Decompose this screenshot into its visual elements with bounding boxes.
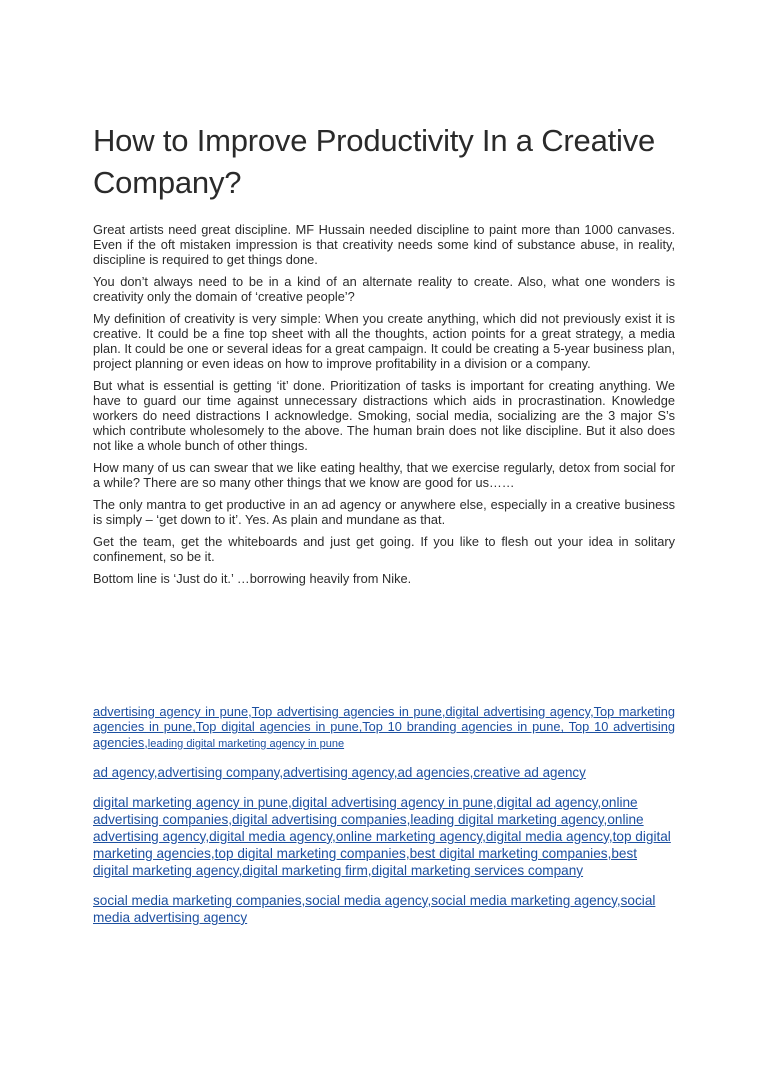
paragraph-6: The only mantra to get productive in an ad agency or anywhere else, especially in a creative business is simply – ‘get down to it’. Yes. As plain and mundane as that. <box>93 497 675 527</box>
link-group-pune-agencies <box>93 704 675 752</box>
link-ad-agency[interactable]: ad agency,advertising company,advertising agency,ad agencies,creative ad agency <box>93 764 586 780</box>
link-group-ad-agency <box>93 764 675 781</box>
keyword-links <box>93 704 675 926</box>
paragraph-5: How many of us can swear that we like eating healthy, that we exercise regularly, detox from social for a while? There are so many other things that we know are good for us…… <box>93 460 675 490</box>
link-leading-digital-marketing[interactable]: leading digital marketing agency in pune <box>147 737 345 750</box>
link-pune-agencies[interactable]: advertising agency in pune,Top advertising agencies in pune,digital advertising agency,Top marketing agencies in pune,Top digital agencies in pune,Top 10 branding agencies in pune, Top 10 advertising agencies, <box>93 704 675 750</box>
paragraph-8: Bottom line is ‘Just do it.’ …borrowing heavily from Nike. <box>93 571 412 586</box>
document-title: How to Improve Productivity In a Creative Company? <box>93 123 656 200</box>
link-group-social-media <box>93 892 675 926</box>
paragraph-2: You don’t always need to be in a kind of an alternate reality to create. Also, what one wonders is creativity only the domain of ‘creative people’? <box>93 274 675 304</box>
article-body <box>93 222 675 593</box>
link-group-digital-marketing <box>93 794 675 879</box>
paragraph-3: My definition of creativity is very simple: When you create anything, which did not previously exist it is creative. It could be a fine top sheet with all the thoughts, action points for a great strategy, a media plan. It could be one or several ideas for a great campaign. It could be creating a 5-year business plan, project planning or even ideas on how to improve profitability in a division or a company. <box>93 311 675 371</box>
link-digital-marketing[interactable]: digital marketing agency in pune,digital advertising agency in pune,digital ad agency,online advertising companies,digital advertising companies,leading digital marketing agency,online advertising agency,digital media agency,online marketing agency,digital media agency,top digital marketing agencies,top digital marketing companies,best digital marketing companies,best digital marketing agency,digital marketing firm,digital marketing services company <box>93 794 671 878</box>
paragraph-4: But what is essential is getting ‘it’ done. Prioritization of tasks is important for creating anything. We have to guard our time against unnecessary distractions which aids in procrastination. Knowledge workers do need distractions I acknowledge. Smoking, social media, socializing are the 3 major S’s which contribute wholesomely to the above. The human brain does not like discipline. But it also does not like a whole bunch of other things. <box>93 378 675 453</box>
paragraph-1: Great artists need great discipline. MF Hussain needed discipline to paint more than 1000 canvases. Even if the oft mistaken impression is that creativity needs some kind of substance abuse, in reality, discipline is required to get things done. <box>93 222 675 267</box>
link-social-media[interactable]: social media marketing companies,social media agency,social media marketing agency,social media advertising agency <box>93 892 656 925</box>
paragraph-7: Get the team, get the whiteboards and just get going. If you like to flesh out your idea in solitary confinement, so be it. <box>93 534 675 564</box>
